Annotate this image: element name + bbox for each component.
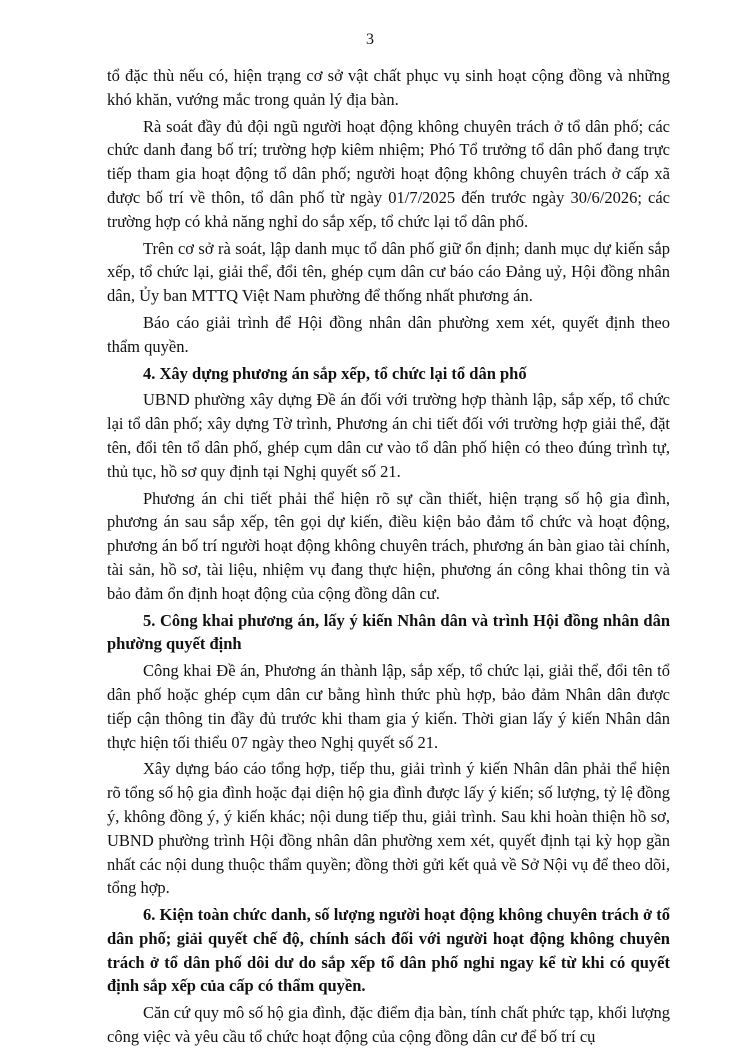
paragraph-review-staff: Rà soát đầy đủ đội ngũ người hoạt động không chuyên trách ở tổ dân phố; các chức danh đang bố trí; trường hợp kiêm nhiệm; Phó Tổ trưởng tổ dân phố đang trực tiếp tham gia hoạt động tổ dân phố; người hoạt động không chuyên trách ở cấp xã được bố trí về thôn, tổ dân phố từ ngày 01/7/2025 đến trước ngày 30/6/2026; các trường hợp có khả năng nghỉ do sắp xếp, tổ chức lại tổ dân phố. xyxy=(107,116,670,231)
paragraph-summary-report: Xây dựng báo cáo tổng hợp, tiếp thu, giải trình ý kiến Nhân dân phải thể hiện rõ tổng số hộ gia đình hoặc đại diện hộ gia đình được lấy ý kiến; số lượng, tỷ lệ đồng ý, không đồng ý, ý kiến khác; nội dung tiếp thu, giải trình. Sau khi hoàn thiện hồ sơ, UBND phường trình Hội đồng nhân dân phường xem xét, quyết định tại kỳ họp gần nhất các nội dung thuộc thẩm quyền; đồng thời gửi kết quả về Sở Nội vụ để theo dõi, tổng hợp. xyxy=(107,759,670,898)
section-heading-5: 5. Công khai phương án, lấy ý kiến Nhân dân và trình Hội đồng nhân dân phường quyết định xyxy=(107,610,670,654)
paragraph-detailed-plan: Phương án chi tiết phải thể hiện rõ sự cần thiết, hiện trạng số hộ gia đình, phương án sau sắp xếp, tên gọi dự kiến, điều kiện bảo đảm tổ chức và hoạt động, phương án bố trí người hoạt động không chuyên trách, phương án bàn giao tài chính, tài sản, hồ sơ, tài liệu, nhiệm vụ đang thực hiện, phương án công khai thông tin và bảo đảm ổn định hoạt động của cộng đồng dân cư. xyxy=(107,488,670,603)
paragraph-public-disclosure: Công khai Đề án, Phương án thành lập, sắp xếp, tổ chức lại, giải thể, đổi tên tổ dân phố hoặc ghép cụm dân cư bằng hình thức phù hợp, bảo đảm Nhân dân được tiếp cận thông tin đầy đủ trước khi tham gia ý kiến. Thời gian lấy ý kiến Nhân dân thực hiện tối thiểu 07 ngày theo Nghị quyết số 21. xyxy=(107,661,670,752)
page-number: 3 xyxy=(366,31,374,48)
section-heading-6: 6. Kiện toàn chức danh, số lượng người hoạt động không chuyên trách ở tổ dân phố; giải quyết chế độ, chính sách đối với người hoạt động không chuyên trách ở tổ dân phố dôi dư do sắp xếp tổ dân phố nghỉ ngay kể từ khi có quyết định sắp xếp của cấp có thẩm quyền. xyxy=(107,905,670,996)
paragraph-continuation: tổ đặc thù nếu có, hiện trạng cơ sở vật chất phục vụ sinh hoạt cộng đồng và những khó khăn, vướng mắc trong quản lý địa bàn. xyxy=(107,66,670,109)
paragraph-project-building: UBND phường xây dựng Đề án đối với trường hợp thành lập, sắp xếp, tổ chức lại tổ dân phố; xây dựng Tờ trình, Phương án chi tiết đối với trường hợp giải thể, đặt tên, đổi tên tổ dân phố, ghép cụm dân cư vào tổ dân phố hiện có theo đúng trình tự, thủ tục, hồ sơ quy định tại Nghị quyết số 21. xyxy=(107,390,670,481)
paragraph-list-report: Trên cơ sở rà soát, lập danh mục tổ dân phố giữ ổn định; danh mục dự kiến sắp xếp, tổ chức lại, giải thể, đổi tên, ghép cụm dân cư báo cáo Đảng uỷ, Hội đồng nhân dân, Ủy ban MTTQ Việt Nam phường để thống nhất phương án. xyxy=(107,238,670,306)
paragraph-staffing-basis: Căn cứ quy mô số hộ gia đình, đặc điểm địa bàn, tính chất phức tạp, khối lượng công việc và yêu cầu tổ chức hoạt động của cộng đồng dân cư để bố trí cụ xyxy=(107,1003,670,1047)
document-body xyxy=(107,64,670,1052)
paragraph-explanation-report: Báo cáo giải trình để Hội đồng nhân dân phường xem xét, quyết định theo thẩm quyền. xyxy=(107,312,670,356)
section-heading-4: 4. Xây dựng phương án sắp xếp, tổ chức lại tổ dân phố xyxy=(143,363,527,383)
